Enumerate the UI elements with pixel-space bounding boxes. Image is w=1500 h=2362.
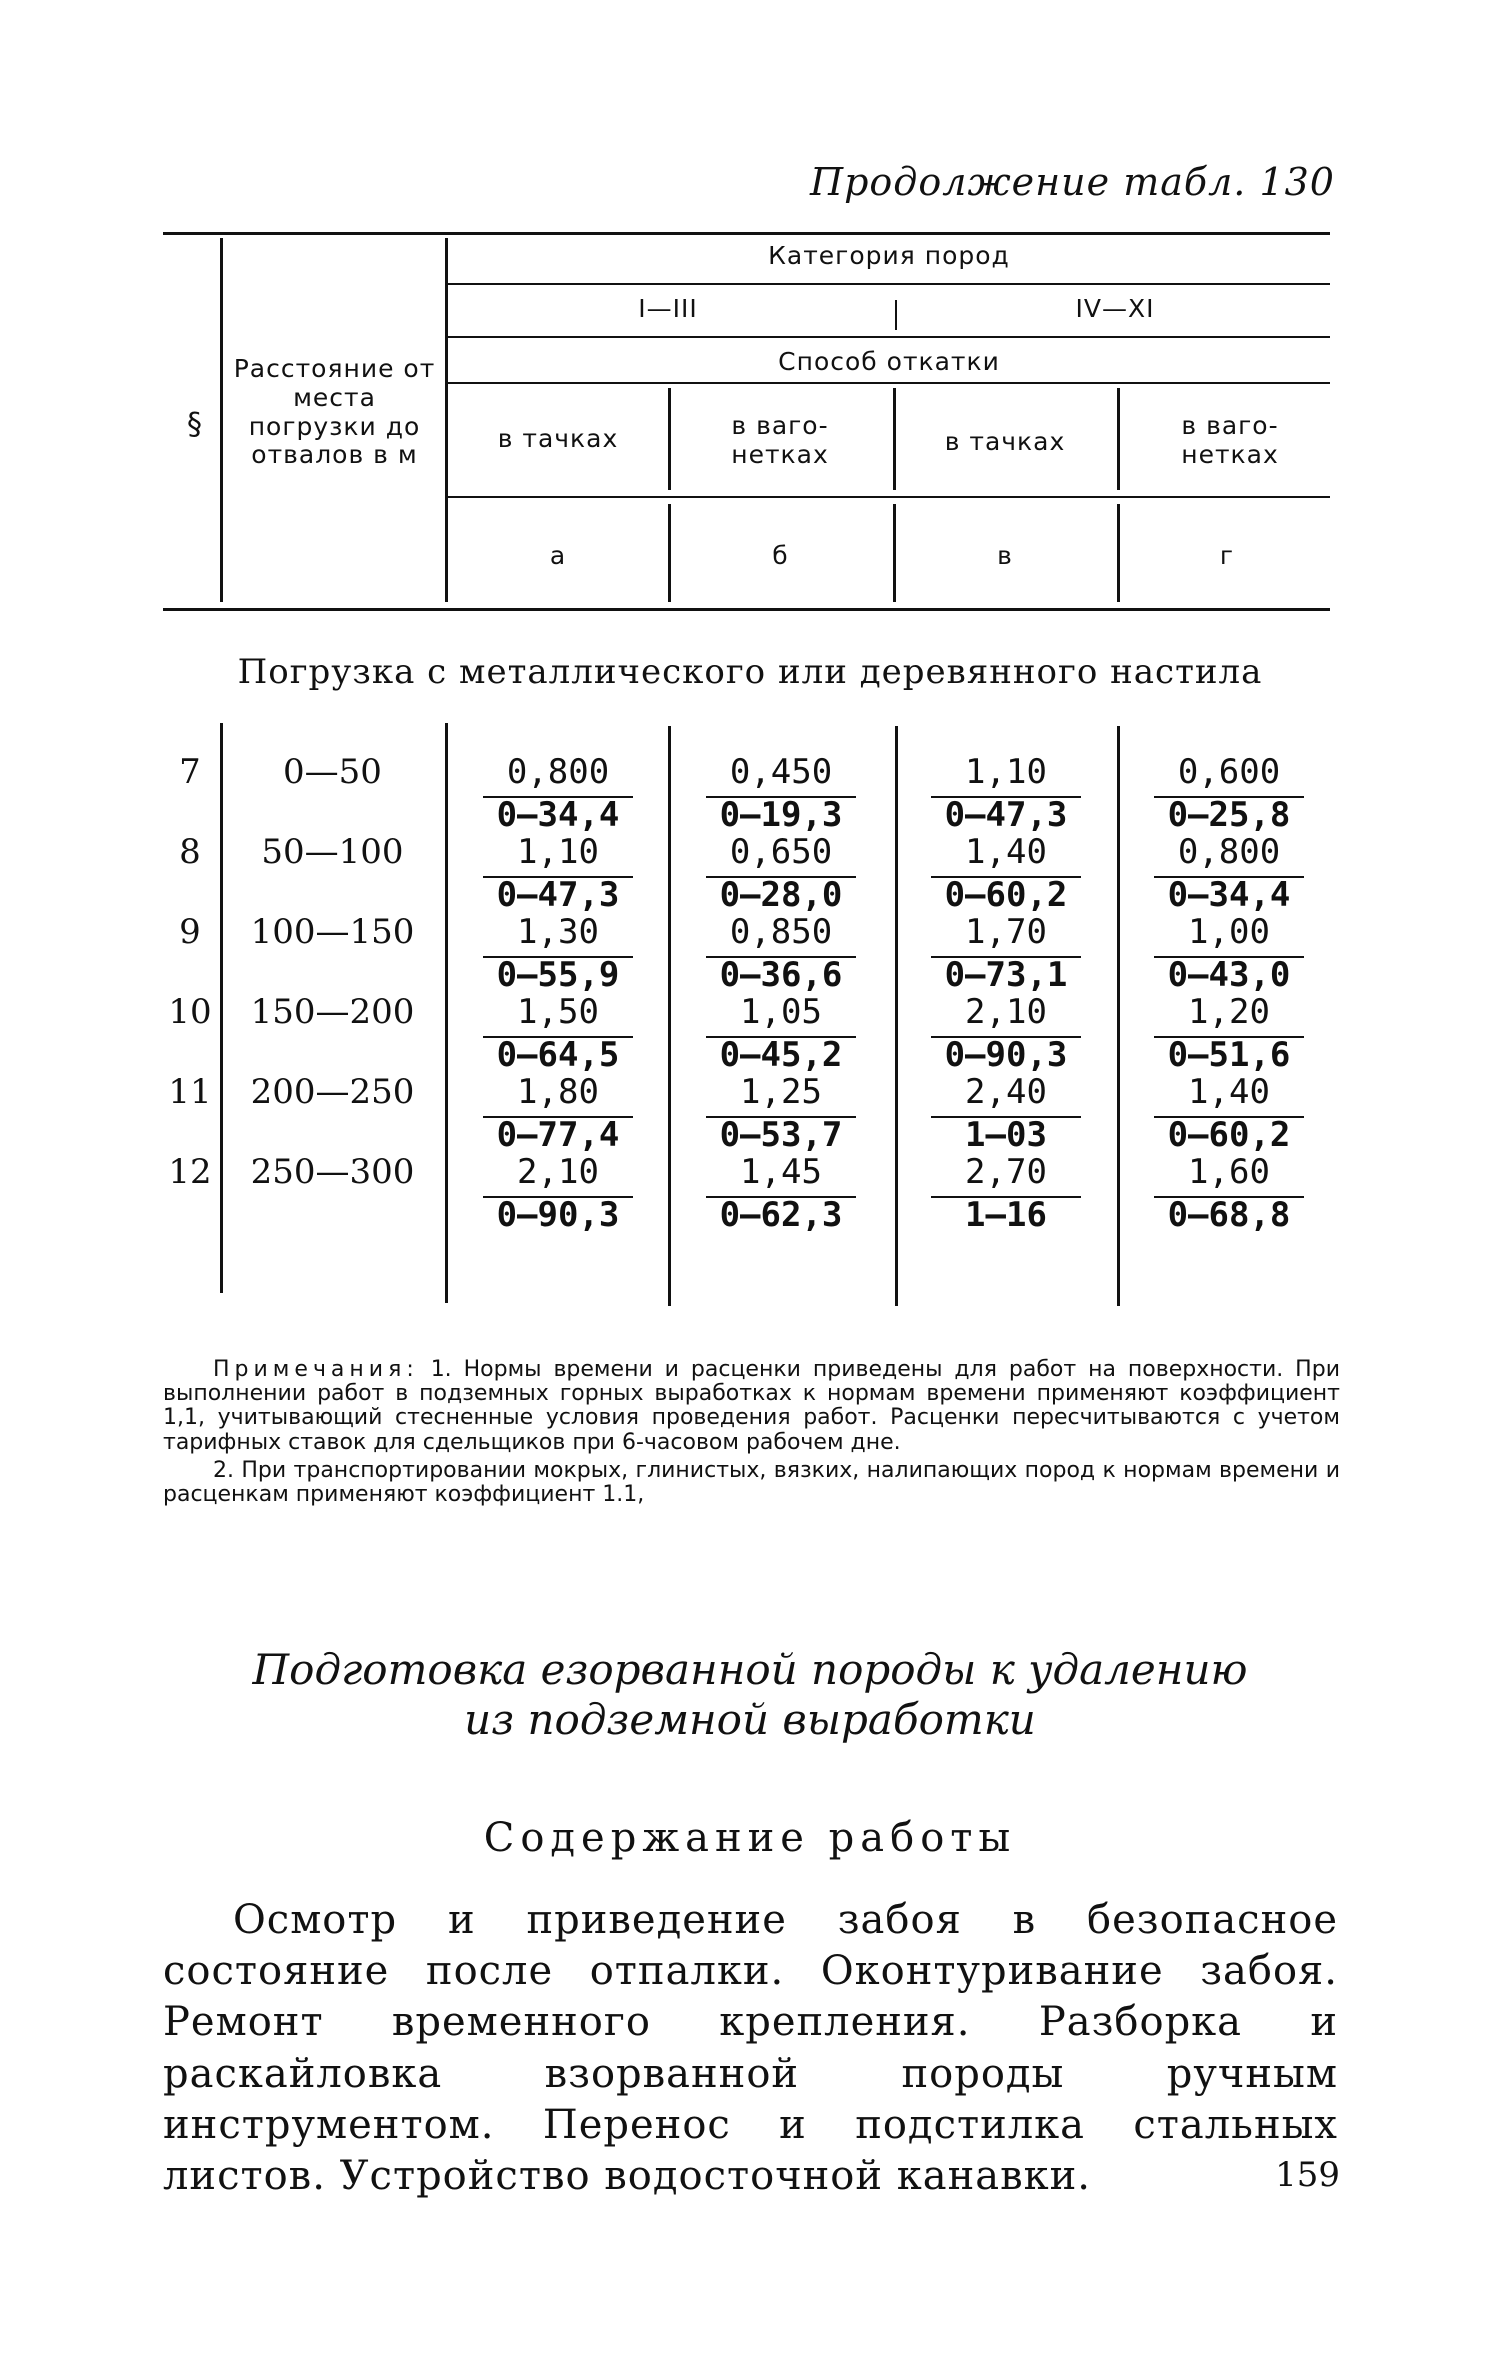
- cat-divider: [895, 300, 897, 330]
- cell-rate: 1—03: [965, 1115, 1047, 1155]
- subcol-header-d: в ваго-нетках: [1181, 411, 1279, 469]
- body-divider-4: [895, 726, 898, 1306]
- method-rule: [448, 382, 1330, 384]
- cell-time-norm: 2,40: [965, 1072, 1047, 1112]
- heading-line-2: из подземной выработки: [464, 1695, 1036, 1744]
- subheading: Содержание работы: [483, 1815, 1017, 1861]
- cell-time-norm: 1,60: [1188, 1152, 1270, 1192]
- category-2-header: IV—XI: [1075, 294, 1155, 323]
- cell-rate: 0—28,0: [719, 875, 843, 915]
- cell-time-norm: 1,45: [740, 1152, 822, 1192]
- row-distance: 250—300: [250, 1152, 415, 1192]
- cell-rate: 0—47,3: [944, 795, 1068, 835]
- cell-rate: 0—73,1: [944, 955, 1068, 995]
- row-distance: 200—250: [250, 1072, 415, 1112]
- cell-rate: 0—90,3: [496, 1195, 620, 1235]
- row-number: 12: [168, 1152, 212, 1192]
- cell-time-norm: 1,10: [965, 752, 1047, 792]
- rock-category-header: Категория пород: [768, 241, 1010, 270]
- subcategory-rule: [448, 336, 1330, 338]
- cell-rate: 0—43,0: [1167, 955, 1291, 995]
- sub-divider-1: [668, 388, 671, 490]
- table-top-rule: [163, 232, 1330, 235]
- cell-rate: 0—25,8: [1167, 795, 1291, 835]
- cell-rate: 0—68,8: [1167, 1195, 1291, 1235]
- col-divider-1: [220, 238, 223, 602]
- haulage-method-header: Способ откатки: [778, 347, 1000, 376]
- cell-rate: 0—34,4: [1167, 875, 1291, 915]
- letter-v: в: [997, 541, 1013, 570]
- header-bottom-rule: [163, 608, 1330, 611]
- cell-rate: 0—45,2: [719, 1035, 843, 1075]
- cell-time-norm: 1,20: [1188, 992, 1270, 1032]
- note-1-text: 1. Нормы времени и расценки приведены для работ на поверхности. При выполнении работ в подземных горных выработках к нормам времени применяют коэффициент 1,1, учитывающий стесненные условия проведения работ. Расценки пересчитываются с учетом тарифных ставок для сдельщиков при 6-часовом рабочем дне.: [163, 1357, 1340, 1455]
- cell-time-norm: 0,800: [1177, 832, 1281, 872]
- letter-g: г: [1219, 541, 1235, 570]
- cell-rate: 0—36,6: [719, 955, 843, 995]
- cell-time-norm: 1,80: [517, 1072, 599, 1112]
- letter-a: а: [549, 541, 567, 570]
- cell-rate: 0—34,4: [496, 795, 620, 835]
- cell-rate: 0—60,2: [944, 875, 1068, 915]
- cell-time-norm: 2,70: [965, 1152, 1047, 1192]
- cell-time-norm: 1,25: [740, 1072, 822, 1112]
- cell-time-norm: 1,10: [517, 832, 599, 872]
- cell-rate: 0—51,6: [1167, 1035, 1291, 1075]
- body-divider-2: [445, 723, 448, 1303]
- distance-column-header: Расстояние от места погрузки до отвалов в м: [233, 354, 436, 470]
- cell-time-norm: 0,800: [506, 752, 610, 792]
- cell-time-norm: 1,05: [740, 992, 822, 1032]
- section-column-header: §: [187, 407, 203, 442]
- cell-rate: 1—16: [965, 1195, 1047, 1235]
- work-description: Осмотр и приведение забоя в безопасное состояние после отпалки. Оконтуривание забоя. Ремонт временного крепления. Разборка и раскайловка взорванной породы ручным инструментом. Перенос и подстилка стальных листов. Устройство водосточной канавки.: [163, 1897, 1338, 2199]
- row-number: 8: [179, 832, 201, 872]
- row-distance: 50—100: [261, 832, 404, 872]
- row-number: 9: [179, 912, 201, 952]
- cell-rate: 0—62,3: [719, 1195, 843, 1235]
- row-distance: 150—200: [250, 992, 415, 1032]
- cell-rate: 0—19,3: [719, 795, 843, 835]
- cell-rate: 0—55,9: [496, 955, 620, 995]
- notes-block: [163, 1358, 1340, 1507]
- cell-rate: 0—60,2: [1167, 1115, 1291, 1155]
- cell-time-norm: 0,600: [1177, 752, 1281, 792]
- note-1: [163, 1358, 1340, 1455]
- cell-rate: 0—47,3: [496, 875, 620, 915]
- body-divider-3: [668, 726, 671, 1306]
- notes-label: Примечания:: [213, 1357, 419, 1382]
- letters-rule: [448, 496, 1330, 498]
- cell-rate: 0—90,3: [944, 1035, 1068, 1075]
- cell-time-norm: 2,10: [517, 1152, 599, 1192]
- subcol-header-a: в тачках: [497, 424, 619, 453]
- row-number: 7: [179, 752, 201, 792]
- cell-time-norm: 0,850: [729, 912, 833, 952]
- table-section-title: Погрузка с металлического или деревянного настила: [237, 652, 1263, 692]
- row-distance: 0—50: [283, 752, 382, 792]
- cell-time-norm: 1,00: [1188, 912, 1270, 952]
- row-distance: 100—150: [250, 912, 415, 952]
- cell-rate: 0—77,4: [496, 1115, 620, 1155]
- cell-time-norm: 0,450: [729, 752, 833, 792]
- row-number: 10: [168, 992, 212, 1032]
- cell-time-norm: 1,50: [517, 992, 599, 1032]
- cell-time-norm: 0,650: [729, 832, 833, 872]
- category-rule: [448, 283, 1330, 285]
- heading-line-1: Подготовка езорванной породы к удалению: [252, 1645, 1248, 1694]
- body-divider-5: [1117, 726, 1120, 1306]
- category-1-header: I—III: [638, 294, 698, 323]
- body-divider-1: [220, 723, 223, 1293]
- note-2: 2. При транспортировании мокрых, глинистых, вязких, налипающих пород к нормам времени и расценкам применяют коэффициент 1.1,: [163, 1457, 1340, 1507]
- cell-time-norm: 2,10: [965, 992, 1047, 1032]
- cell-time-norm: 1,40: [965, 832, 1047, 872]
- cell-time-norm: 1,70: [965, 912, 1047, 952]
- page-number: 159: [1275, 2155, 1340, 2195]
- subcol-header-b: в ваго-нетках: [731, 411, 829, 469]
- sub-divider-3: [1117, 388, 1120, 490]
- table-continuation-label: Продолжение табл. 130: [809, 160, 1335, 204]
- cell-rate: 0—53,7: [719, 1115, 843, 1155]
- letter-b: б: [772, 541, 789, 570]
- row-number: 11: [168, 1072, 212, 1112]
- cell-rate: 0—64,5: [496, 1035, 620, 1075]
- subcol-header-c: в тачках: [944, 427, 1066, 456]
- cell-time-norm: 1,30: [517, 912, 599, 952]
- cell-time-norm: 1,40: [1188, 1072, 1270, 1112]
